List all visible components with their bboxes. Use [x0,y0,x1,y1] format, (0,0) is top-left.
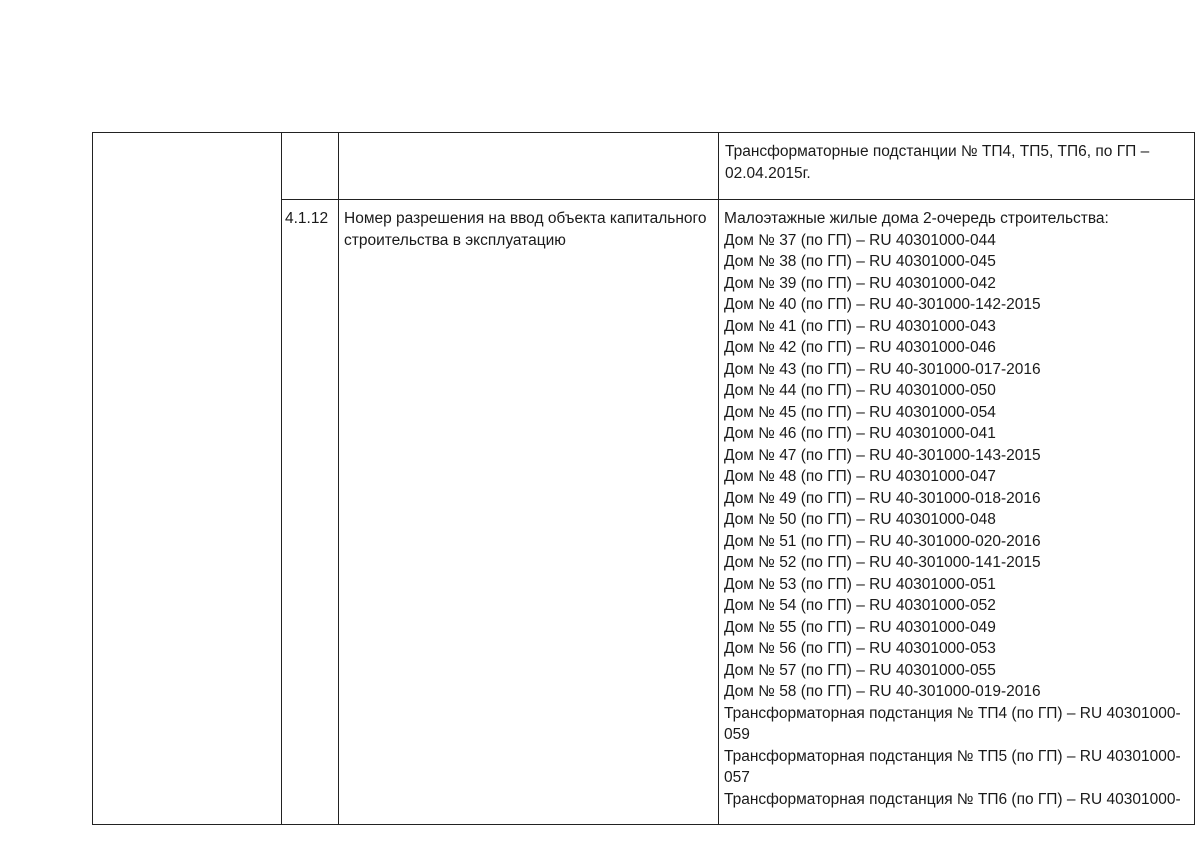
substations-date-text: Трансформаторные подстанции № ТП4, ТП5, ТП6, по ГП – 02.04.2015г. [725,143,1150,182]
list-item: Дом № 56 (по ГП) – RU 40301000-053 [724,640,996,657]
label-cell-empty [339,133,719,200]
list-item: Дом № 49 (по ГП) – RU 40-301000-018-2016 [724,489,1041,507]
list-item: Дом № 41 (по ГП) – RU 40301000-043 [724,317,996,335]
list-item: Дом № 38 (по ГП) – RU 40301000-045 [724,253,996,270]
list-item: Трансформаторная подстанция № ТП4 (по ГП) – RU 40301000-059 [724,704,1181,743]
table-row [93,133,1195,200]
number-cell-empty [282,133,339,200]
list-item: Дом № 48 (по ГП) – RU 40301000-047 [724,468,996,485]
list-item: Дом № 54 (по ГП) – RU 40301000-052 [724,597,996,614]
value-cell [719,133,1195,200]
list-item: Дом № 37 (по ГП) – RU 40301000-044 [724,231,996,249]
list-item: Дом № 47 (по ГП) – RU 40-301000-143-2015 [724,446,1041,464]
list-item: Дом № 39 (по ГП) – RU 40301000-042 [724,274,996,292]
list-item: Дом № 43 (по ГП) – RU 40-301000-017-2016 [724,360,1041,378]
list-item: Дом № 40 (по ГП) – RU 40-301000-142-2015 [724,296,1041,313]
list-item: Дом № 57 (по ГП) – RU 40301000-055 [724,661,996,679]
list-item: Дом № 50 (по ГП) – RU 40301000-048 [724,511,996,528]
permits-list [719,200,1195,825]
list-item: Трансформаторная подстанция № ТП5 (по ГП) – RU 40301000-057 [724,747,1181,786]
list-item: Дом № 45 (по ГП) – RU 40301000-054 [724,403,996,421]
section-cell [93,133,282,825]
permits-heading: Малоэтажные жилые дома 2-очередь строительства: [724,210,1109,227]
list-item: Дом № 46 (по ГП) – RU 40301000-041 [724,425,996,442]
list-item: Дом № 52 (по ГП) – RU 40-301000-141-2015 [724,554,1041,571]
list-item: Трансформаторная подстанция № ТП6 (по ГП) – RU 40301000- [724,790,1181,808]
list-item: Дом № 44 (по ГП) – RU 40301000-050 [724,382,996,399]
list-item: Дом № 55 (по ГП) – RU 40301000-049 [724,618,996,636]
permits-table [92,132,1195,825]
list-item: Дом № 51 (по ГП) – RU 40-301000-020-2016 [724,532,1041,550]
list-item: Дом № 58 (по ГП) – RU 40-301000-019-2016 [724,683,1041,700]
item-number: 4.1.12 [282,200,339,825]
list-item: Дом № 42 (по ГП) – RU 40301000-046 [724,339,996,356]
houses-list [724,230,1190,703]
substations-list [724,703,1190,811]
item-label: Номер разрешения на ввод объекта капитального строительства в эксплуатацию [339,200,719,825]
list-item: Дом № 53 (по ГП) – RU 40301000-051 [724,575,996,593]
